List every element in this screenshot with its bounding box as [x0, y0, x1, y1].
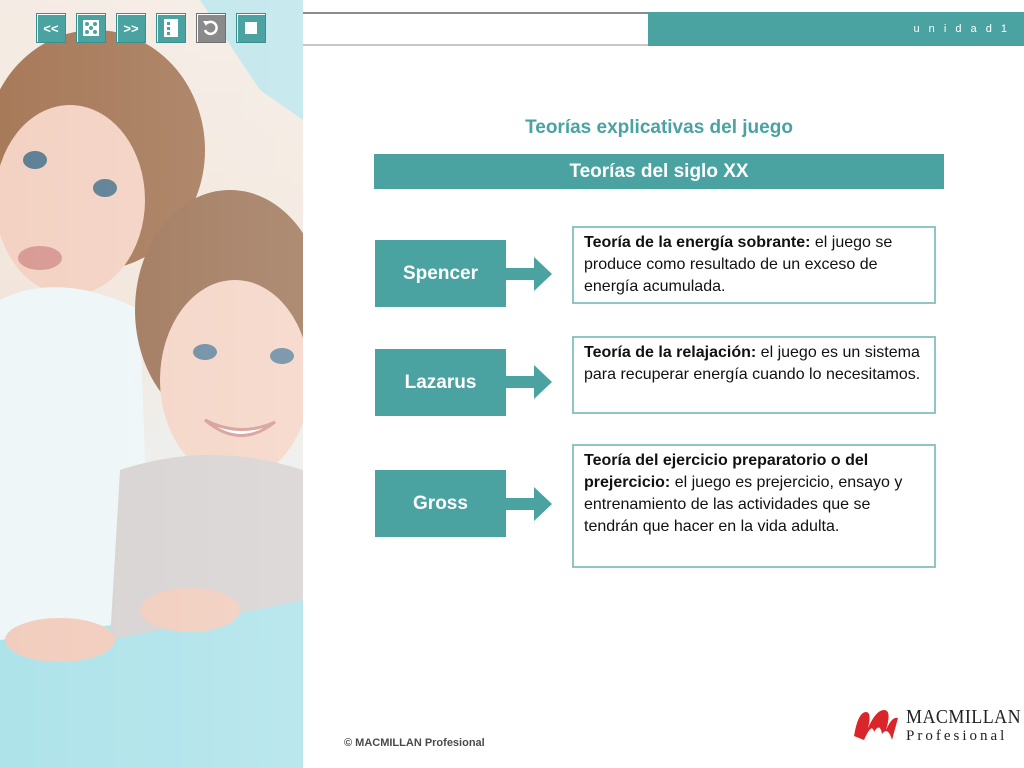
next-button[interactable]: >>	[116, 13, 146, 43]
author-box-lazarus: Lazarus	[375, 349, 506, 416]
page-title: Teorías explicativas del juego	[525, 117, 793, 138]
theory-name: Teoría de la energía sobrante:	[584, 234, 811, 251]
arrow-right-icon	[506, 255, 554, 293]
copyright-text: © MACMILLAN Profesional	[344, 737, 485, 749]
dice-icon	[82, 19, 100, 37]
children-photo	[0, 0, 303, 768]
previous-button[interactable]: <<	[36, 13, 66, 43]
theory-description-gross	[572, 444, 936, 568]
arrow-right-icon	[506, 485, 554, 523]
theory-text: el juego se produce como resultado de un exceso de energía acumulada.	[584, 234, 893, 295]
logo-text-profesional: Profesional	[906, 728, 1008, 744]
stop-icon	[244, 21, 258, 35]
home-button[interactable]	[76, 13, 106, 43]
unit-header-bar	[648, 12, 1024, 46]
header-rule-bottom	[303, 44, 648, 46]
stop-button[interactable]	[236, 13, 266, 43]
author-box-gross: Gross	[375, 470, 506, 537]
macmillan-logo-icon	[852, 706, 900, 746]
logo-text-macmillan: MACMILLAN	[906, 706, 1022, 728]
theory-text: el juego es un sistema para recuperar energía cuando lo necesitamos.	[584, 344, 921, 383]
header-rule-top	[303, 12, 648, 14]
undo-icon	[201, 18, 221, 38]
index-button[interactable]	[156, 13, 186, 43]
children-photo-illustration	[0, 0, 303, 768]
navigation-bar	[36, 13, 266, 43]
author-box-spencer: Spencer	[375, 240, 506, 307]
theory-text: el juego es prejercicio, ensayo y entrenamiento de las actividades que se tendrán que hacer en la vida adulta.	[584, 474, 903, 535]
document-list-icon	[163, 18, 179, 38]
arrow-right-icon	[506, 363, 554, 401]
macmillan-logo	[852, 706, 1024, 746]
theory-description-spencer	[572, 226, 936, 304]
back-button[interactable]	[196, 13, 226, 43]
theory-description-lazarus	[572, 336, 936, 414]
theory-name: Teoría de la relajación:	[584, 344, 757, 361]
theory-name: Teoría del ejercicio preparatorio o del prejercicio:	[584, 452, 869, 491]
unit-label: u n i d a d 1	[913, 23, 1010, 35]
section-banner: Teorías del siglo XX	[374, 154, 944, 189]
